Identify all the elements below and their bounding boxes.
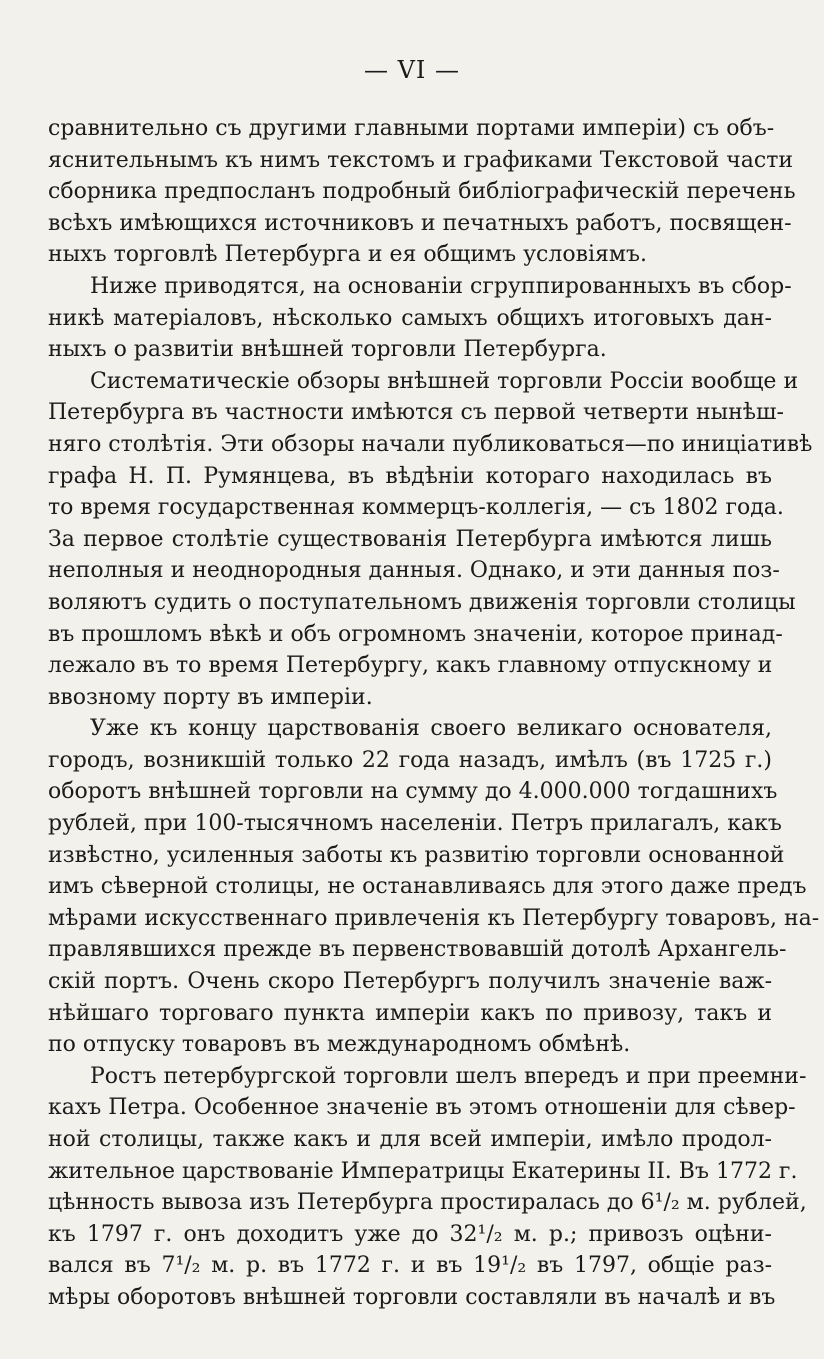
body-text bbox=[48, 113, 820, 1314]
text-line: жительное царствованіе Императрицы Екатерины II. Въ 1772 г. bbox=[48, 1158, 798, 1184]
text-line: ныхъ о развитіи внѣшней торговли Петербурга. bbox=[48, 337, 607, 363]
text-line: городъ, возникшій только 22 года назадъ, имѣлъ (въ 1725 г.) bbox=[48, 747, 772, 773]
text-line: рублей, при 100-тысячномъ населеніи. Петръ прилагалъ, какъ bbox=[48, 811, 782, 837]
text-line: скій портъ. Очень скоро Петербургъ получилъ значеніе важ- bbox=[48, 969, 772, 995]
text-line: Систематическіе обзоры внѣшней торговли Россіи вообще и bbox=[90, 368, 799, 394]
text-line: кахъ Петра. Особенное значеніе въ этомъ отношеніи для сѣвер- bbox=[48, 1095, 796, 1121]
text-line: никѣ матеріаловъ, нѣсколько самыхъ общихъ итоговыхъ дан- bbox=[48, 305, 772, 331]
text-line: графа Н. П. Румянцева, въ вѣдѣніи котораго находилась въ bbox=[48, 463, 772, 489]
text-line: всѣхъ имѣющихся источниковъ и печатныхъ работъ, посвящен- bbox=[48, 210, 792, 236]
text-line: вался въ 7¹/₂ м. р. въ 1772 г. и въ 19¹/₂ въ 1797, общіе раз- bbox=[48, 1253, 772, 1279]
text-line: сборника предпосланъ подробный библіографическій перечень bbox=[48, 179, 796, 205]
text-line: мѣры оборотовъ внѣшней торговли составляли въ началѣ и въ bbox=[48, 1284, 776, 1310]
text-line: яснительнымъ къ нимъ текстомъ и графиками Текстовой части bbox=[48, 147, 794, 173]
text-line: имъ сѣверной столицы, не останавливаясь для этого даже предъ bbox=[48, 874, 807, 900]
text-line: ныхъ торговлѣ Петербурга и ея общимъ условіямъ. bbox=[48, 242, 647, 268]
text-line: къ 1797 г. онъ доходитъ уже до 32¹/₂ м. р.; привозъ оцѣни- bbox=[48, 1221, 772, 1247]
text-line: воляютъ судить о поступательномъ движенія торговли столицы bbox=[48, 589, 796, 615]
text-line: цѣнность вывоза изъ Петербурга простиралась до 6¹/₂ м. рублей, bbox=[48, 1190, 807, 1216]
text-line: ввозному порту въ имперіи. bbox=[48, 684, 373, 710]
text-line: правлявшихся прежде въ первенствовавшій дотолѣ Архангель- bbox=[48, 937, 787, 963]
text-line: ной столицы, также какъ и для всей имперіи, имѣло продол- bbox=[48, 1127, 772, 1152]
text-line: лежало въ то время Петербургу, какъ главному отпускному и bbox=[48, 653, 773, 679]
text-line: неполныя и неоднородныя данныя. Однако, и эти данныя поз- bbox=[48, 558, 780, 584]
text-line: то время государственная коммерцъ-коллегія, — съ 1802 года. bbox=[48, 495, 784, 521]
text-line: За первое столѣтіе существованія Петербурга имѣются лишь bbox=[48, 526, 772, 552]
text-line: Петербурга въ частности имѣются съ первой четверти нынѣш- bbox=[48, 400, 784, 426]
text-line: мѣрами искусственнаго привлеченія къ Петербургу товаровъ, на- bbox=[48, 905, 820, 931]
text-line: нѣйшаго торговаго пункта имперіи какъ по привозу, такъ и bbox=[48, 1000, 772, 1026]
text-line: извѣстно, усиленныя заботы къ развитію торговли основанной bbox=[48, 842, 785, 868]
page-number: — VI — bbox=[363, 56, 461, 84]
text-line: Уже къ концу царствованія своего великаго основателя, bbox=[90, 716, 772, 742]
text-line: сравнительно съ другими главными портами имперіи) съ объ- bbox=[48, 116, 775, 141]
text-line: въ прошломъ вѣкѣ и объ огромномъ значеніи, которое принад- bbox=[48, 621, 783, 647]
text-line: няго столѣтія. Эти обзоры начали публиковаться—по иниціативѣ bbox=[48, 431, 813, 457]
text-line: Ростъ петербургской торговли шелъ впередъ и при преемни- bbox=[90, 1063, 807, 1089]
text-line: по отпуску товаровъ въ международномъ обмѣнѣ. bbox=[48, 1032, 631, 1058]
text-line: оборотъ внѣшней торговли на сумму до 4.000.000 тогдашнихъ bbox=[48, 779, 778, 805]
text-line: Ниже приводятся, на основаніи сгруппированныхъ въ сбор- bbox=[90, 273, 792, 299]
